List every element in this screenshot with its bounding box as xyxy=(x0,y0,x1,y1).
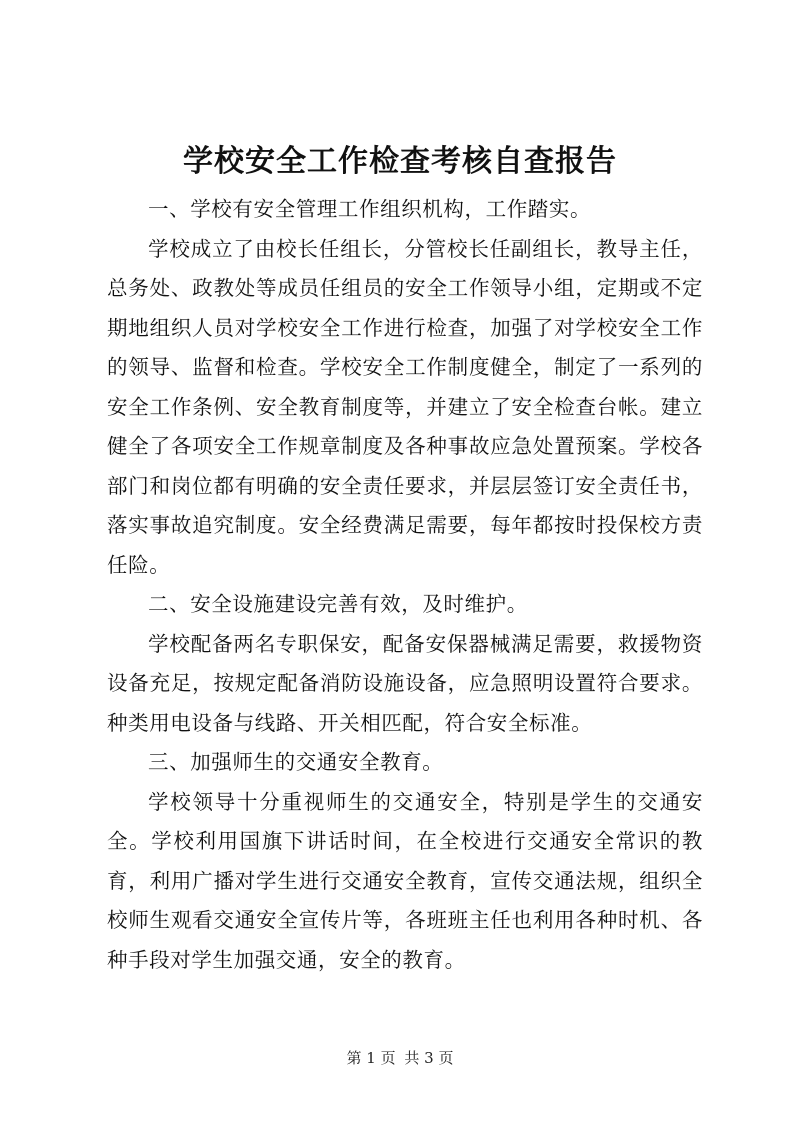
section-heading-3: 三、加强师生的交通安全教育。 xyxy=(148,750,444,774)
section-heading-2: 二、安全设施建设完善有效，及时维护。 xyxy=(148,592,528,616)
page-title: 学校安全工作检查考核自查报告 xyxy=(183,144,617,179)
page-number: 第 1 页 xyxy=(346,1049,396,1067)
document-body xyxy=(107,190,703,980)
section-heading-1: 一、学校有安全管理工作组织机构，工作踏实。 xyxy=(148,197,592,221)
section-paragraph-3: 学校领导十分重视师生的交通安全，特别是学生的交通安全。学校利用国旗下讲话时间，在全校进行交通安全常识的教育，利用广播对学生进行交通安全教育，宣传交通法规，组织全校师生观看交通安全宣传片等，各班班主任也利用各种时机、各种手段对学生加强交通，安全的教育。 xyxy=(107,789,703,972)
section-paragraph-1: 学校成立了由校长任组长，分管校长任副组长，教导主任，总务处、政教处等成员任组员的安全工作领导小组，定期或不定期地组织人员对学校安全工作进行检查，加强了对学校安全工作的领导、监督和检查。学校安全工作制度健全，制定了一系列的安全工作条例、安全教育制度等，并建立了安全检查台帐。建立健全了各项安全工作规章制度及各种事故应急处置预案。学校各部门和岗位都有明确的安全责任要求，并层层签订安全责任书，落实事故追究制度。安全经费满足需要，每年都按时投保校方责任险。 xyxy=(107,236,703,577)
page-total: 共 3 页 xyxy=(404,1049,454,1067)
page-footer xyxy=(0,1048,800,1068)
section-paragraph-2: 学校配备两名专职保安，配备安保器械满足需要，救援物资设备充足，按规定配备消防设施设备，应急照明设置符合要求。种类用电设备与线路、开关相匹配，符合安全标准。 xyxy=(107,631,703,735)
